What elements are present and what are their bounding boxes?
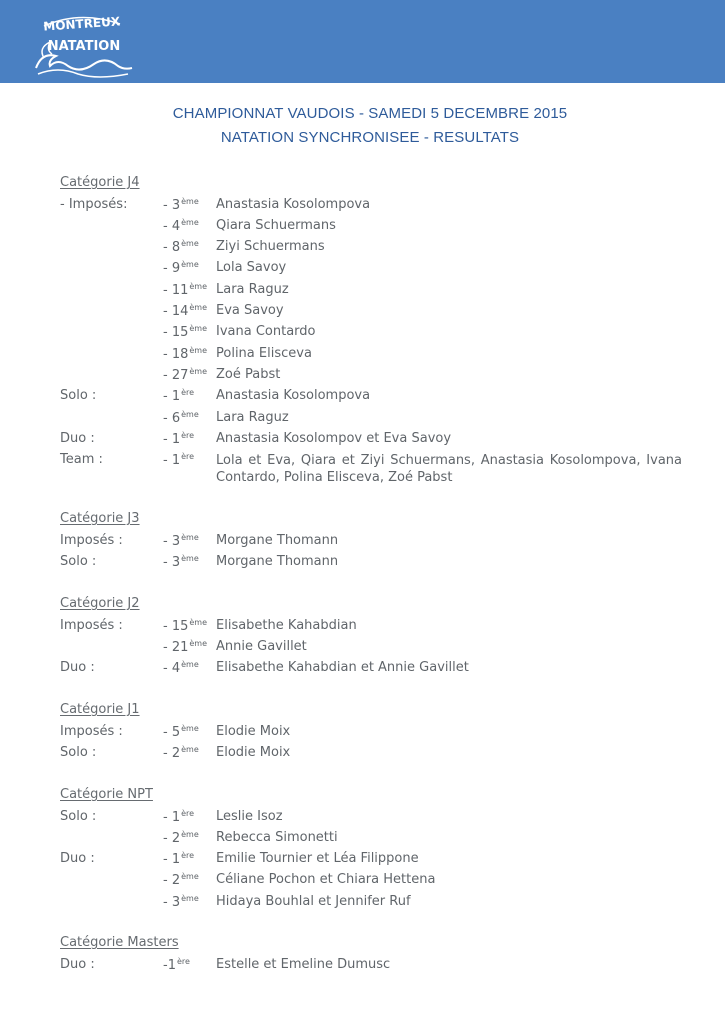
result-names: Anastasia Kosolompova — [216, 196, 371, 212]
result-names: Elisabethe Kahabdian — [216, 617, 357, 633]
result-rank — [163, 872, 199, 888]
result-names: Eva Savoy — [216, 303, 284, 318]
category-heading: Catégorie NPT — [60, 787, 153, 802]
rank-suffix: ème — [181, 744, 199, 754]
result-names: Lara Raguz — [216, 409, 289, 425]
result-rank — [163, 388, 194, 404]
rank-number: - 4 — [163, 218, 181, 234]
rank-suffix: ème — [189, 303, 208, 312]
result-rank — [163, 809, 194, 825]
event-label: Team : — [60, 452, 103, 468]
category-heading: Catégorie Masters — [60, 935, 179, 950]
result-rank — [163, 554, 199, 570]
rank-number: - 1 — [163, 389, 181, 405]
result-names: Ivana Contardo — [216, 324, 316, 340]
rank-number: - 1 — [163, 453, 181, 469]
rank-number: - 8 — [163, 240, 181, 256]
result-names: Morgane Thomann — [216, 553, 339, 569]
rank-suffix: ème — [189, 638, 208, 648]
rank-number: - 3 — [163, 533, 181, 549]
rank-suffix: ème — [189, 617, 208, 627]
result-names: Anastasia Kosolompova — [216, 388, 371, 404]
result-names: Hidaya Bouhlal et Jennifer Ruf — [216, 893, 411, 909]
result-rank — [163, 410, 199, 426]
rank-number: - 21 — [163, 639, 189, 655]
result-names: Elodie Moix — [216, 744, 291, 760]
rank-number: - 3 — [163, 197, 181, 213]
result-rank — [163, 851, 194, 867]
event-label: Imposés : — [60, 723, 123, 739]
result-names: Emilie Tournier et Léa Filippone — [216, 851, 419, 867]
rank-suffix: ère — [181, 808, 195, 818]
rank-number: - 1 — [163, 852, 181, 868]
result-rank — [163, 260, 199, 276]
rank-suffix: ème — [189, 366, 208, 376]
rank-number: - 11 — [163, 282, 189, 298]
rank-number: - 6 — [163, 410, 181, 426]
rank-suffix: ème — [181, 409, 199, 419]
event-label: Solo : — [60, 808, 97, 824]
event-label: Solo : — [60, 553, 97, 569]
rank-number: - 5 — [163, 724, 181, 740]
rank-number: - 1 — [163, 809, 181, 825]
result-names: Zoé Pabst — [216, 366, 281, 382]
document-title: CHAMPIONNAT VAUDOIS - SAMEDI 5 DECEMBRE 2015 — [172, 105, 568, 122]
result-names: Elodie Moix — [216, 723, 291, 739]
result-rank — [163, 618, 207, 634]
rank-suffix: ème — [181, 553, 199, 563]
result-names: Qiara Schuermans — [216, 217, 336, 233]
event-label: Duo : — [60, 660, 95, 676]
rank-suffix: ème — [181, 872, 199, 882]
rank-number: - 15 — [163, 618, 189, 634]
result-names: Ziyi Schuermans — [216, 239, 325, 255]
rank-number: - 27 — [163, 367, 189, 383]
rank-suffix: ème — [181, 829, 199, 839]
rank-suffix: ère — [181, 452, 195, 462]
result-rank — [163, 324, 207, 340]
rank-number: - 14 — [163, 304, 189, 319]
result-rank — [163, 894, 199, 910]
rank-number: - 3 — [163, 894, 181, 910]
event-label: Duo : — [60, 851, 95, 867]
result-names: Leslie Isoz — [216, 808, 283, 824]
rank-suffix: ème — [181, 260, 199, 270]
result-rank — [163, 533, 199, 549]
rank-suffix: ème — [181, 196, 199, 206]
category-heading: Catégorie J1 — [60, 702, 140, 717]
event-label: Duo : — [60, 956, 95, 972]
category-heading: Catégorie J2 — [60, 596, 140, 611]
result-rank — [163, 830, 199, 846]
rank-suffix: ème — [189, 324, 208, 334]
rank-number: - 2 — [163, 830, 181, 846]
rank-suffix: ème — [181, 893, 199, 903]
result-names: Elisabethe Kahabdian et Annie Gavillet — [216, 660, 469, 676]
rank-suffix: ème — [181, 239, 199, 249]
result-names: Lola Savoy — [216, 260, 287, 276]
result-rank — [163, 303, 207, 319]
event-label: - Imposés: — [60, 196, 128, 212]
rank-suffix: ère — [181, 851, 195, 861]
result-names: Lara Raguz — [216, 281, 289, 297]
result-rank — [163, 639, 207, 655]
rank-number: - 18 — [163, 346, 189, 362]
result-rank — [163, 197, 199, 213]
event-label: Solo : — [60, 744, 97, 760]
rank-suffix: ème — [189, 281, 208, 291]
rank-number: - 2 — [163, 873, 181, 889]
rank-number: - 9 — [163, 261, 181, 277]
rank-suffix: ème — [181, 723, 199, 733]
rank-suffix: ère — [176, 956, 190, 966]
category-heading: Catégorie J4 — [60, 175, 140, 190]
result-rank — [163, 452, 194, 468]
rank-suffix: ème — [181, 217, 199, 227]
result-rank — [163, 431, 194, 447]
rank-number: - 1 — [163, 431, 181, 447]
rank-suffix: ème — [181, 660, 199, 670]
rank-suffix: ème — [181, 532, 199, 542]
event-label: Imposés : — [60, 532, 123, 548]
event-label: Duo : — [60, 430, 95, 446]
event-label: Imposés : — [60, 617, 123, 633]
result-names: Annie Gavillet — [216, 638, 307, 654]
result-names: Céliane Pochon et Chiara Hettena — [216, 872, 436, 888]
rank-number: -1 — [163, 957, 176, 973]
result-rank — [163, 957, 190, 973]
result-rank — [163, 218, 199, 234]
rank-suffix: ère — [181, 430, 195, 440]
event-label: Solo : — [60, 388, 97, 404]
logo-text-montreux: MONTREUX — [42, 14, 121, 34]
result-names: Rebecca Simonetti — [216, 829, 338, 845]
document-subtitle: NATATION SYNCHRONISEE - RESULTATS — [220, 129, 520, 146]
rank-number: - 15 — [163, 325, 189, 341]
result-rank — [163, 239, 199, 255]
result-rank — [163, 346, 207, 362]
rank-suffix: ère — [181, 388, 195, 398]
category-heading: Catégorie J3 — [60, 511, 140, 526]
rank-number: - 4 — [163, 661, 181, 677]
rank-suffix: ème — [189, 345, 208, 355]
rank-number: - 2 — [163, 745, 181, 761]
logo-text-natation: NATATION — [47, 39, 121, 54]
result-rank — [163, 282, 207, 298]
result-names: Lola et Eva, Qiara et Ziyi Schuermans, Anastasia Kosolompova, Ivana Contardo, Polina Elisceva, Zoé Pabst — [216, 453, 682, 486]
result-rank — [163, 367, 207, 383]
result-rank — [163, 745, 199, 761]
result-names: Estelle et Emeline Dumusc — [216, 956, 391, 972]
rank-number: - 3 — [163, 554, 181, 570]
result-names: Anastasia Kosolompov et Eva Savoy — [216, 430, 452, 446]
result-rank — [163, 724, 199, 740]
result-names: Morgane Thomann — [216, 532, 339, 548]
result-names: Polina Elisceva — [216, 345, 312, 361]
result-rank — [163, 660, 199, 676]
